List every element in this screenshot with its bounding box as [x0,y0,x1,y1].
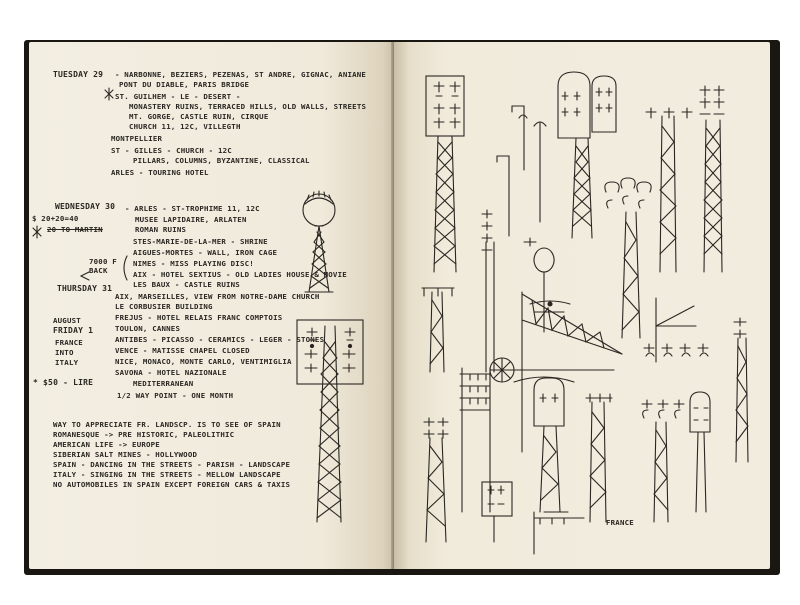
journal-entry-expense: 20 TO MARTIN [47,225,103,234]
left-page-sketches [29,42,394,569]
journal-entry-date: AUGUST [53,316,81,325]
journal-entry-line: SAVONA - HOTEL NAZIONALE [115,368,227,377]
journal-note-line: SIBERIAN SALT MINES - HOLLYWOOD [53,450,198,459]
journal-entry-line: CHURCH 11, 12C, VILLEGTH [129,122,241,131]
journal-entry-line: FRANCE [55,338,83,347]
journal-entry-line: - ARLES - ST-TROPHIME 11, 12C [125,204,260,213]
pylon-sketch [558,72,616,238]
journal-entry-line: MEDITERRANEAN [133,379,194,388]
pylon-sketch [424,418,448,542]
journal-entry-expense: * $50 - LIRE [33,378,94,387]
pylon-sketch [482,210,570,372]
journal-entry-line: MT. GORGE, CASTLE RUIN, CIRQUE [129,112,269,121]
asterisk-mark [33,226,41,238]
journal-entry-line: PILLARS, COLUMNS, BYZANTINE, CLASSICAL [133,156,310,165]
journal-entry-date: THURSDAY 31 [57,284,113,293]
journal-entry-line: LES BAUX - CASTLE RUINS [133,280,240,289]
asterisk-mark [105,88,113,100]
bracket-mark [81,272,89,280]
pylon-sketch [646,86,724,272]
journal-entry-line: AIGUES-MORTES - WALL, IRON CAGE [133,248,278,257]
pylon-sketch [303,191,335,292]
pylon-sketch [460,368,490,512]
pylon-sketch [534,512,584,554]
journal-note-line: NO AUTOMOBILES IN SPAIN EXCEPT FOREIGN CARS & TAXIS [53,480,291,489]
journal-entry-line: INTO [55,348,74,357]
journal-note-line: AMERICAN LIFE -> EUROPE [53,440,160,449]
pylon-sketch [690,392,710,512]
bracket-sketch [656,298,748,462]
lamp-post-sketch [497,106,546,236]
journal-note-line: SPAIN - DANCING IN THE STREETS - PARISH - LANDSCAPE [53,460,291,469]
journal-entry-line: TOULON, CANNES [115,324,181,333]
journal-entry-line: ARLES - TOURING HOTEL [111,168,209,177]
journal-entry-line: VENCE - MATISSE CHAPEL CLOSED [115,346,250,355]
pylon-sketch [534,378,564,512]
journal-entry-line: FREJUS - HOTEL RELAIS FRANC COMPTOIS [115,313,283,322]
journal-entry-line: AIX, MARSEILLES, VIEW FROM NOTRE-DAME CHURCH [115,292,320,301]
sketch-caption: FRANCE [606,518,634,527]
pylon-sketch [422,288,454,372]
framed-pylon-sketch [297,320,363,522]
journal-entry-line: ANTIBES - PICASSO - CERAMICS - LEGER - STONES [115,335,325,344]
right-page [394,42,770,569]
journal-entry-date: WEDNESDAY 30 [55,202,116,211]
journal-entry-line: ST - GILLES - CHURCH - 12C [111,146,232,155]
journal-entry-line: PONT DU DIABLE, PARIS BRIDGE [119,80,250,89]
pylon-sketch [426,76,464,272]
journal-entry-line: - NARBONNE, BEZIERS, PEZENAS, ST ANDRE, GIGNAC, ANIANE [115,70,367,79]
journal-entry-line: MONASTERY RUINS, TERRACED HILLS, OLD WALLS, STREETS [129,102,367,111]
journal-entry-line: ITALY [55,358,79,367]
journal-entry-date: FRIDAY 1 [53,326,94,335]
journal-entry-line: ST. GUILHEM - LE - DESERT - [115,92,241,101]
journal-entry-line: MUSEE LAPIDAIRE, ARLATEN [135,215,247,224]
journal-entry-line: NIMES - MISS PLAYING DISC! [133,259,254,268]
journal-entry-line: LE CORBUSIER BUILDING [115,302,213,311]
pylon-sketches [394,42,770,569]
pylon-sketch [642,400,684,522]
journal-entry-line: STES-MARIE-DE-LA-MER - SHRINE [133,237,268,246]
pylon-sketch [605,178,651,338]
journal-note-line: ROMANESQUE -> PRE HISTORIC, PALEOLITHIC [53,430,235,439]
journal-entry-date: TUESDAY 29 [53,70,104,79]
pylon-sketch [482,482,512,542]
journal-note-line: ITALY - SINGING IN THE STREETS - MELLOW LANDSCAPE [53,470,281,479]
journal-entry-line: NICE, MONACO, MONTE CARLO, VENTIMIGLIA [115,357,292,366]
journal-entry-line: ROMAN RUINS [135,225,187,234]
journal-entry-line: MONTPELLIER [111,134,163,143]
ornament-row [644,344,708,356]
journal-entry-line: AIX - HOTEL SEXTIUS - OLD LADIES HOUSE & MOVIE [133,270,347,279]
journal-entry-line: 1/2 WAY POINT - ONE MONTH [117,391,234,400]
pylon-sketch [586,394,612,522]
bracket-mark [124,256,127,280]
journal-entry-expense: $ 20+20=40 [32,214,79,223]
left-page [29,42,394,569]
journal-entry-expense: 7000 F BACK [89,257,117,275]
journal-note-line: WAY TO APPRECIATE FR. LANDSCP. IS TO SEE OF SPAIN [53,420,281,429]
